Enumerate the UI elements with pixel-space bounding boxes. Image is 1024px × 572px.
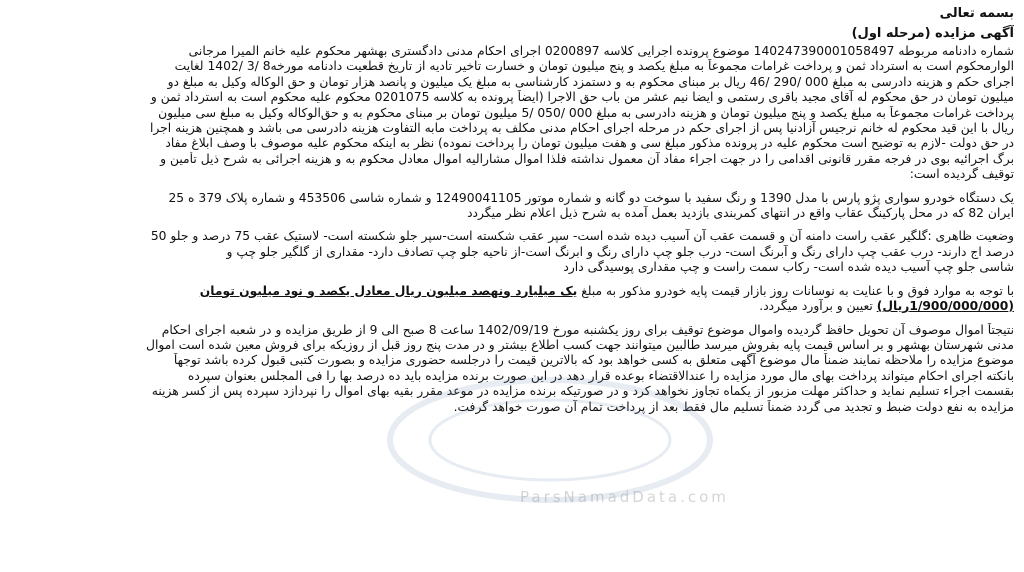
valuation-prefix: با توجه به موارد فوق و با عنایت به نوسانات روز بازار قیمت پایه خودرو مذکور به مبلغ <box>581 283 1014 298</box>
valuation-amount-words: یک میلیارد ونهصد میلیون ریال معادل یکصد و نود میلیون تومان <box>199 283 578 298</box>
paragraph-line: وضعیت ظاهری :گلگیر عقب راست دامنه آن و قسمت عقب آن آسیب دیده شده است- سپر عقب شکسته است-سپر جلو شکسته است- لاستیک عقب 75 درصد و جلو 50 <box>150 229 1014 244</box>
paragraph-line: اجرای حکم و هزینه دادرسی به مبلغ 000 /290 /46 ریال بر مبنای محکوم به و دستمزد کارشناسی به مبلغ یک میلیون و پانصد هزار تومان و حق الوکاله وکیل به مبلغ دو <box>167 74 1014 89</box>
paragraph-line: در حق دولت -لازم به توضیح است محکوم علیه در پرونده مذکور مبلغ سی و هفت میلیون تومان را پرداخت نموده) نظر به اینکه محکوم علیه موصوف با وصف ابلاغ مفاد <box>165 136 1014 151</box>
vehicle-description-paragraph <box>10 191 1014 222</box>
watermark-text: ParsNamadData.com <box>520 488 729 506</box>
paragraph-line: برگ اجرائیه بوی در فرجه مقرر قانونی اقدامی را در جهت اجراء مفاد آن معمول نداشته فلذا اموال مشارالیه اموال معادل محکوم به و هزینه اجرائی به شرح ذیل تأمین و <box>160 151 1014 166</box>
paragraph-line: موضوع مزایده را ملاحظه نمایند ضمناً مال موضوع آگهی متعلق به کسی خواهد بود که بالاترین قیمت را درجلسه حضوری مزایده و بصورت کتبی قبول کرده باشد توجهاً <box>173 353 1014 368</box>
paragraph-line: مزایده به نفع دولت ضبط و تجدید می گردد ضمناً تسلیم مال فقط بعد از پرداخت تمام آن صورت خواهد گرفت. <box>453 399 1014 414</box>
paragraph-line: توقیف گردیده است: <box>909 167 1014 182</box>
valuation-line <box>10 284 1014 299</box>
valuation-line <box>10 299 1014 314</box>
paragraph-line: بانکته اجرای احکام میتواند پرداخت بهای مال مورد مزایده را عندالاقتضاء بوعده قرار دهد در این صورت برنده مزایده باید ده درصد بها را فی المجلس بعنوان سپرده <box>187 368 1014 383</box>
paragraph-line: نتیجتاً اموال موصوف آن تحویل حافظ گردیده واموال موضوع توقیف برای روز یکشنبه مورخ 1402/09/19 ساعت 8 صبح الی 9 از طریق مزایده و در شعبه اجرای احکام <box>161 322 1014 337</box>
paragraph-line: ایران 82 که در محل پارکینگ عقاب واقع در انتهای کمربندی بازدید بعمل آمده به شرح ذیل اعلام نظر میگردد <box>467 206 1014 221</box>
paragraph-line: شاسی جلو چپ آسیب دیده شده است- رکاب سمت راست و چپ مقداری پوسیدگی دارد <box>563 260 1014 275</box>
paragraph-line: بقسمت اجراء تسلیم نماید و حداکثر مهلت مزبور از یکماه تجاوز نخواهد کرد و در صورتیکه برنده مزایده در موعد مقرر بقیه بهای اموال را نپردازد سپرده پس از کسر هزینه <box>151 384 1014 399</box>
paragraph-line: مدنی شهرستان بهشهر و بر اساس قیمت پایه بفروش میرسد طالبین میتوانند جهت کسب اطلاع بیشتر و در مدت پنج روز قبل از روزیکه برای فروش معین شده است اموال <box>146 337 1014 352</box>
valuation-paragraph <box>10 284 1014 315</box>
paragraph-line: پرداخت غرامات مجموعاً به مبلغ یکصد و پنج میلیون تومان و هزینه دادرسی به مبلغ 000 /050 /5 میلیون تومان بر مبنای محکوم به و حق‌الوکاله وکیل به مبلغ سی میلیون <box>158 105 1014 120</box>
valuation-amount-digits: (1/900/000/000ریال) <box>876 299 1014 314</box>
paragraph-line: یک دستگاه خودرو سواری پژو پارس با مدل 1390 و رنگ سفید با سوخت دو گانه و شماره موتور 12490041105 و شماره شاسی 453506 و شماره پلاک 379 ه 25 <box>168 190 1014 205</box>
paragraph-line: ریال با این قید محکوم له خانم نرجیس آزادنیا پس از اجرای حکم در مرحله اجرای احکام مدنی مکلف به پرداخت مابه التفاوت هزینه دادرسی می باشد و همچنین هزینه اجرا <box>149 121 1014 136</box>
case-details-paragraph <box>10 44 1014 183</box>
valuation-suffix: تعیین و برآورد میگردد. <box>759 299 873 314</box>
paragraph-line: الوارمحکوم است به استرداد ثمن و پرداخت غرامات مجموعاً به مبلغ یکصد و پنج میلیون تومان و خسارت تاخیر تادیه از تاریخ قطعیت دادنامه مورخه8 /3 /1402 لغایت <box>174 59 1014 74</box>
notice-title: آگهی مزایده (مرحله اول) <box>851 26 1014 41</box>
paragraph-line: شماره دادنامه مربوطه 140247390001058497 موضوع پرونده اجرایی کلاسه 0200897 اجرای احکام مدنی دادگستری بهشهر محکوم علیه خانم المیرا مرجانی <box>188 44 1014 58</box>
auction-terms-paragraph <box>10 323 1014 415</box>
paragraph-line: میلیون تومان در حق محکوم له آقای مجید باقری رستمی و ایضا نیم عشر من باب حق الاجرا (ایضاً پرونده به کلاسه 0201075 محکوم علیه محکوم است به استرداد ثمن و <box>150 90 1014 105</box>
basmala-heading: بسمه تعالی <box>939 6 1014 21</box>
paragraph-line: درصد اج دارند- درب عقب چپ دارای رنگ و آبرنگ است- درب جلو چپ دارای رنگ و ابرنگ است-از ناحیه جلو چپ تصادف دارد- مقداری از گلگیر جلو چپ و <box>226 244 1014 259</box>
vehicle-condition-paragraph <box>10 229 1014 275</box>
